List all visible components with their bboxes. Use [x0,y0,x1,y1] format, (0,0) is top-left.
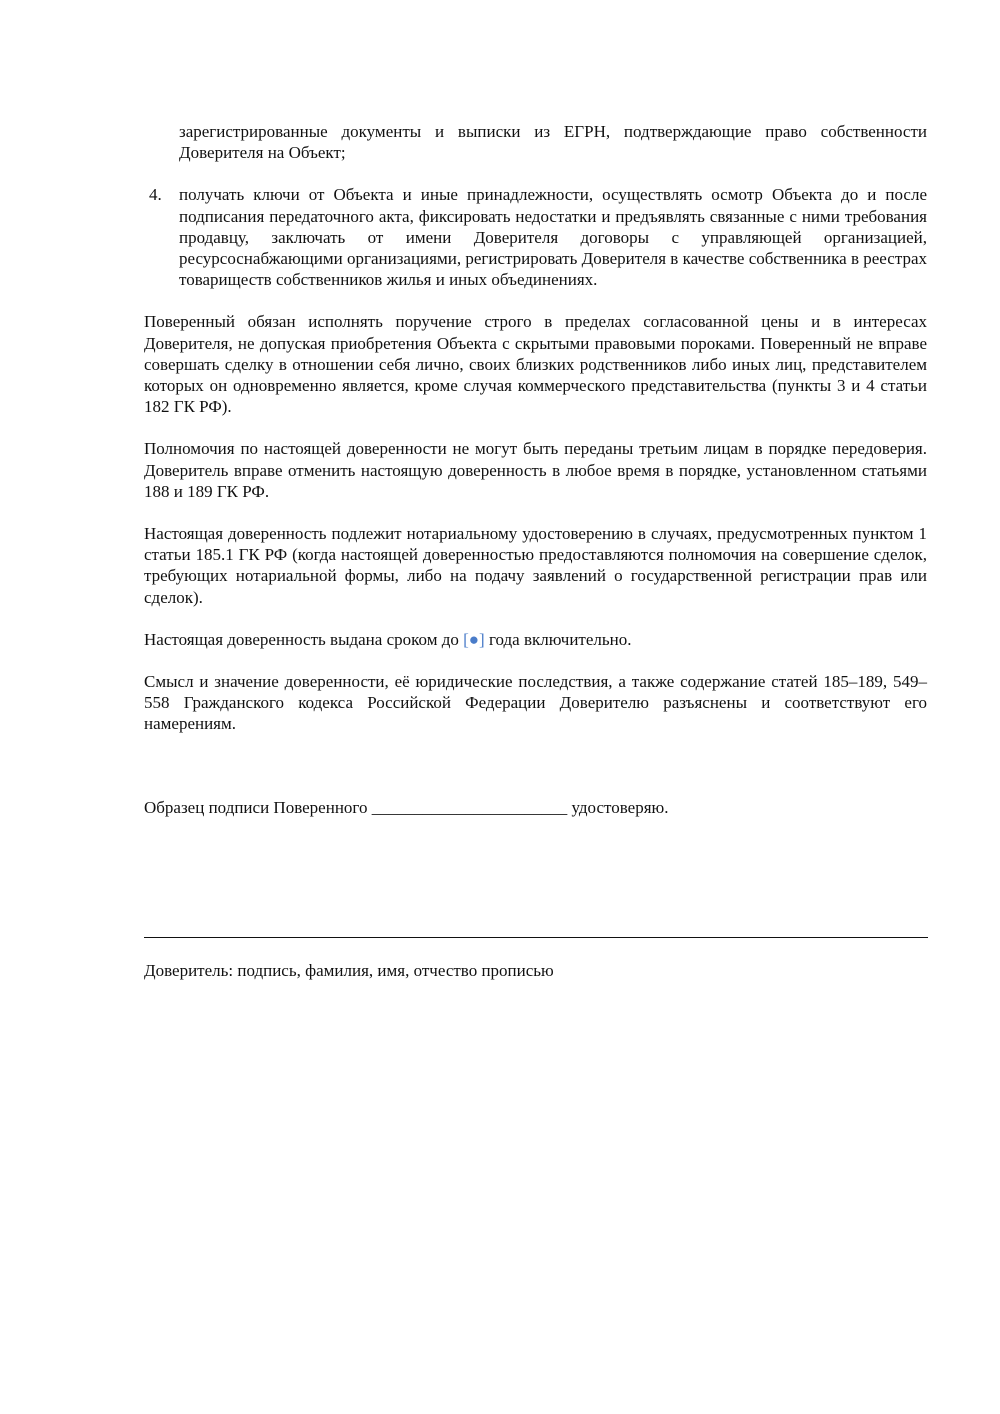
paragraph-meaning: Смысл и значение доверенности, её юридические последствия, а также содержание статей 185–189, 549–558 Гражданского кодекса Российской Федерации Доверителю разъяснены и соответствуют его намерениям. [144,672,927,734]
list-item-number: 4. [149,185,162,205]
list-item-4 [144,184,927,290]
term-text-before: Настоящая доверенность выдана сроком до [144,629,464,649]
list-item-text: получать ключи от Объекта и иные принадлежности, осуществлять осмотр Объекта до и после подписания передаточного акта, фиксировать недостатки и предъявлять связанные с ними требования продавцу, заключать от имени Доверителя договоры с управляющей организацией, ресурсоснабжающими организациями, регистрировать Доверителя в качестве собственника в реестрах товариществ собственников жилья и иных объединениях. [179,185,927,290]
signature-caption: Доверитель: подпись, фамилия, имя, отчество прописью [144,961,554,980]
signature-sample-line: Образец подписи Поверенного _______________________ удостоверяю. [144,797,669,817]
paragraph-notary: Настоящая доверенность подлежит нотариальному удостоверению в случаях, предусмотренных пунктом 1 статьи 185.1 ГК РФ (когда настоящей доверенностью предоставляются полномочия на совершение сделок, требующих нотариальной формы, либо на подачу заявлений о государственной регистрации прав или сделок). [144,524,927,607]
paragraph-term [144,629,927,650]
paragraph-transfer: Полномочия по настоящей доверенности не могут быть переданы третьим лицам в порядке передоверия. Доверитель вправе отменить настоящую доверенность в любое время в порядке, установленном статьями 188 и 189 ГК РФ. [144,439,927,501]
list-item-continuation: зарегистрированные документы и выписки из ЕГРН, подтверждающие право собственности Доверителя на Объект; [179,122,927,163]
document-body [144,121,927,818]
signature-rule [144,937,928,938]
term-text-after: года включительно. [484,629,632,649]
paragraph-obligations: Поверенный обязан исполнять поручение строго в пределах согласованной цены и в интересах Доверителя, не допуская приобретения Объекта с скрытыми правовыми пороками. Поверенный не вправе совершать сделку в отношении себя лично, своих близких родственников либо иных лиц, представителем которых он одновременно является, кроме случая коммерческого представительства (пункты 3 и 4 статьи 182 ГК РФ). [144,312,927,417]
term-placeholder[interactable]: [●] [463,629,485,649]
